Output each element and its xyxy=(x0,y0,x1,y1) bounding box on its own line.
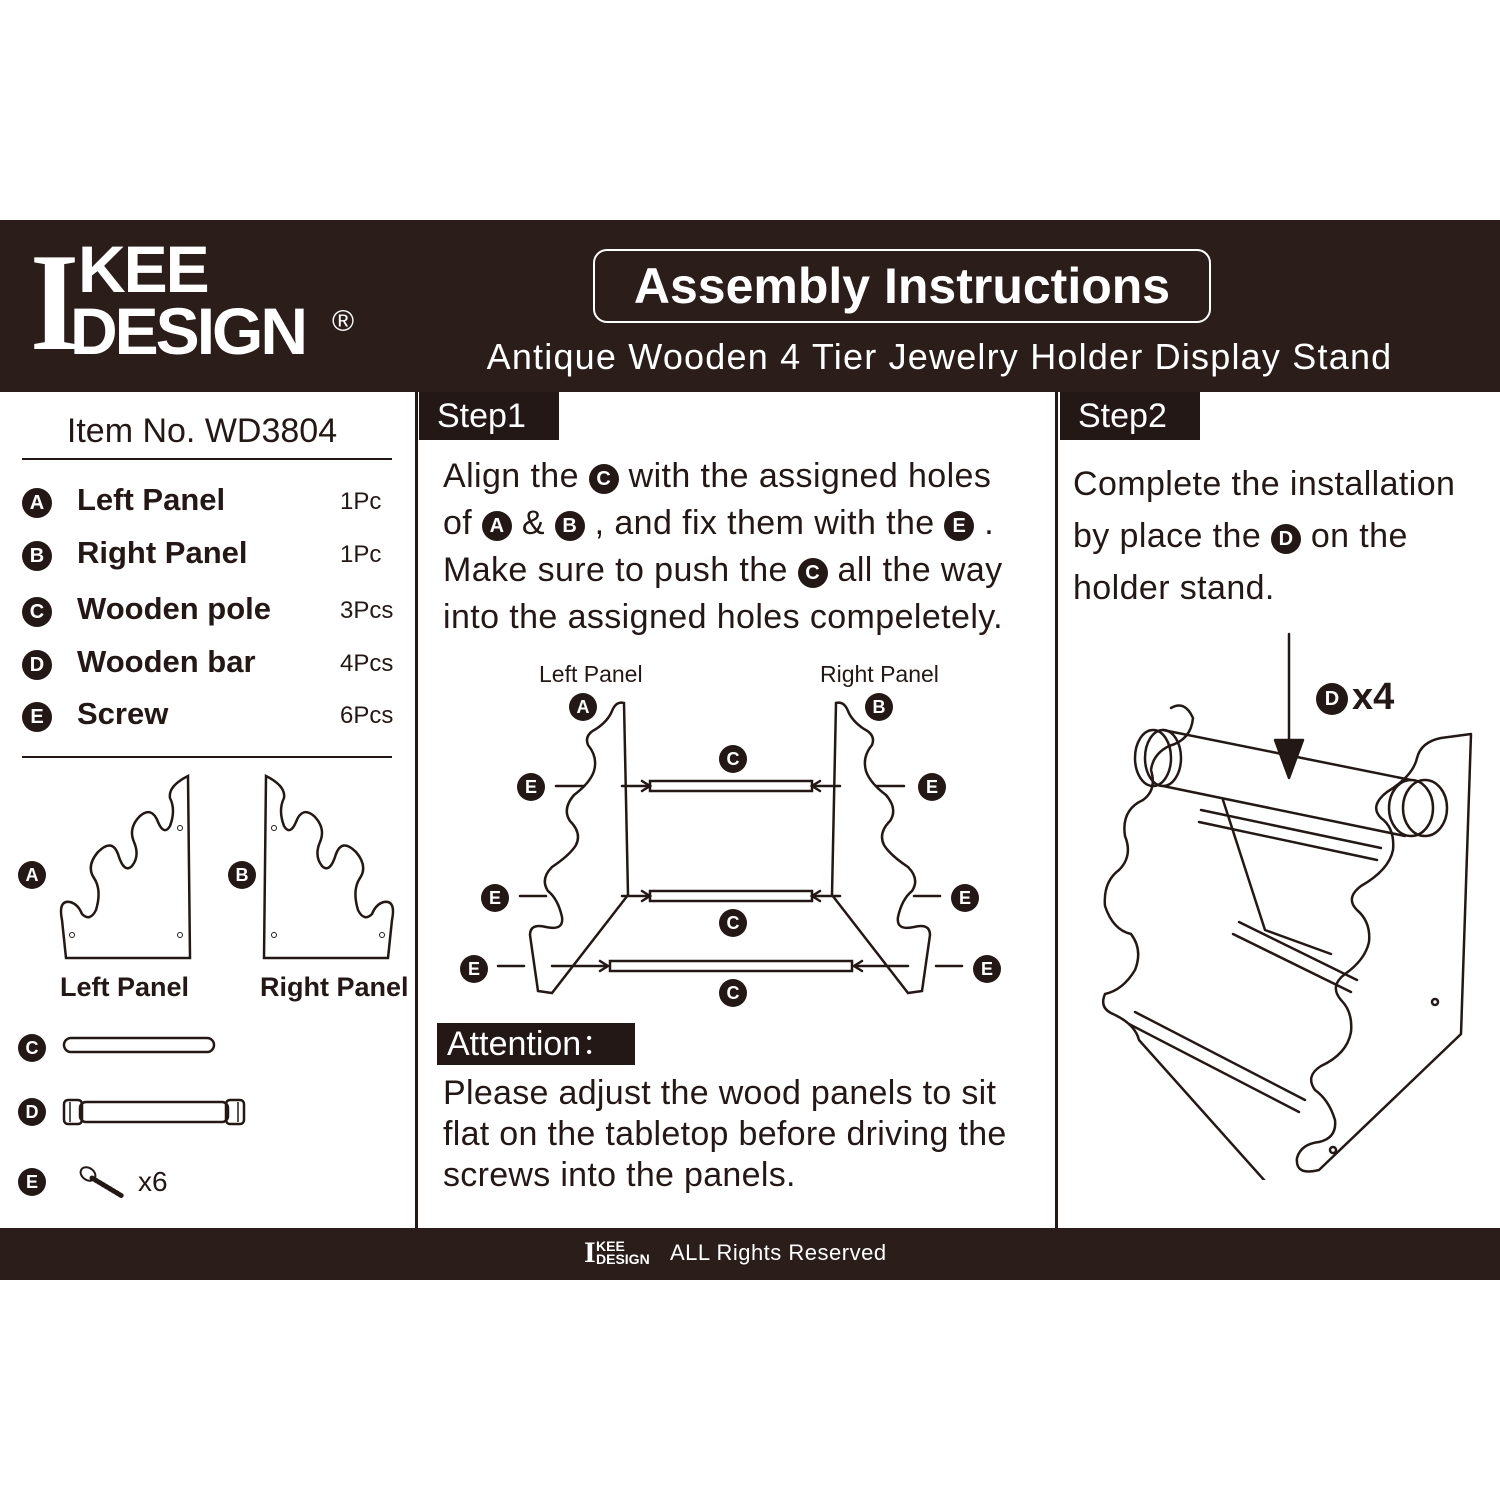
screw-count: x6 xyxy=(138,1166,168,1197)
part-qty: 1Pc xyxy=(340,541,382,568)
badge-e-icon: E xyxy=(517,773,545,801)
badge-a-icon: A xyxy=(18,861,46,889)
logo-line-design: DESIGN xyxy=(70,294,306,368)
text: on the xyxy=(1301,517,1408,555)
badge-c-icon: C xyxy=(798,558,828,588)
footer-logo-i: I xyxy=(584,1236,596,1269)
badge-b-icon: B xyxy=(22,541,52,571)
divider xyxy=(22,756,392,758)
attention-text: Please adjust the wood panels to sit flat on the tabletop before driving the screws into the panels. xyxy=(443,1074,1007,1194)
badge-c-icon: C xyxy=(589,464,619,494)
text: , and fix them with the xyxy=(584,504,945,542)
part-name: Wooden pole xyxy=(77,591,272,626)
text: & xyxy=(512,504,555,542)
footer-logo xyxy=(596,1240,650,1266)
badge-e-icon: E xyxy=(481,884,509,912)
attention-tab: Attention： xyxy=(437,1023,635,1065)
badge-e-icon: E xyxy=(22,702,52,732)
part-qty: 3Pcs xyxy=(340,597,394,624)
badge-c-icon: C xyxy=(719,909,747,937)
badge-c-icon: C xyxy=(719,745,747,773)
logo-letter-i: I xyxy=(30,225,80,380)
badge-a-icon: A xyxy=(22,488,52,518)
step1-tab: Step1 xyxy=(419,392,559,440)
part-qty: 1Pc xyxy=(340,488,382,515)
left-panel-label: Left Panel xyxy=(60,972,190,1002)
part-row-b xyxy=(22,535,392,575)
text: of xyxy=(443,504,483,542)
bar-count: x4 xyxy=(1352,676,1395,718)
registered-mark: ® xyxy=(332,305,355,338)
badge-e-icon: E xyxy=(18,1168,46,1196)
badge-e-icon: E xyxy=(460,955,488,983)
badge-c-icon: C xyxy=(18,1034,46,1062)
text: holder stand. xyxy=(1073,569,1275,607)
text: Complete the installation xyxy=(1073,465,1456,503)
badge-d-icon: D xyxy=(18,1098,46,1126)
item-number: Item No. WD3804 xyxy=(66,412,338,450)
footer-rights-text: ALL Rights Reserved xyxy=(670,1240,887,1265)
badge-b-icon: B xyxy=(865,693,893,721)
part-row-a xyxy=(22,482,392,522)
step2-tab: Step2 xyxy=(1060,392,1200,440)
badge-b-icon: B xyxy=(555,511,585,541)
text: Make sure to push the xyxy=(443,551,798,589)
diagram-right-panel-label: Right Panel xyxy=(820,661,939,687)
product-subtitle: Antique Wooden 4 Tier Jewelry Holder Display Stand xyxy=(486,336,1393,377)
text: . xyxy=(974,504,995,542)
badge-e-icon: E xyxy=(951,884,979,912)
badge-d-icon: D xyxy=(1271,524,1301,554)
logo-line-kee: KEE xyxy=(78,232,208,306)
part-name: Left Panel xyxy=(77,482,226,517)
badge-c-icon: C xyxy=(22,597,52,627)
right-panel-drawing xyxy=(258,770,398,962)
badge-e-icon: E xyxy=(944,511,974,541)
part-name: Screw xyxy=(77,696,169,731)
column-divider-right xyxy=(1055,392,1058,1228)
screw-icon xyxy=(78,1162,130,1202)
part-row-d xyxy=(22,644,392,684)
badge-d-icon: D xyxy=(22,650,52,680)
part-qty: 4Pcs xyxy=(340,650,394,677)
badge-c-icon: C xyxy=(719,979,747,1007)
badge-e-icon: E xyxy=(973,955,1001,983)
part-name: Wooden bar xyxy=(77,644,256,679)
step2-stand-drawing xyxy=(1095,630,1485,1180)
page-title: Assembly Instructions xyxy=(633,258,1171,314)
part-name: Right Panel xyxy=(77,535,248,570)
right-panel-label: Right Panel xyxy=(260,972,409,1002)
step2-instructions xyxy=(1073,458,1493,614)
text: all the way xyxy=(827,551,1003,589)
badge-b-icon: B xyxy=(228,861,256,889)
part-row-c xyxy=(22,591,392,631)
step1-assembly-diagram xyxy=(490,695,970,1005)
text: into the assigned holes compeletely. xyxy=(443,598,1003,636)
badge-d-icon: D xyxy=(1316,683,1348,715)
text: by place the xyxy=(1073,517,1271,555)
footer-logo-bottom: DESIGN xyxy=(596,1251,650,1267)
title-box xyxy=(593,249,1211,323)
wooden-bar-drawing xyxy=(60,1092,250,1132)
part-qty: 6Pcs xyxy=(340,702,394,729)
text: with the assigned holes xyxy=(618,457,992,495)
step1-instructions xyxy=(443,453,1043,641)
badge-a-icon: A xyxy=(569,693,597,721)
divider xyxy=(22,458,392,460)
wooden-pole-drawing xyxy=(60,1034,220,1058)
diagram-left-panel-label: Left Panel xyxy=(539,661,643,687)
part-row-e xyxy=(22,696,392,736)
badge-a-icon: A xyxy=(482,511,512,541)
column-divider-left xyxy=(415,392,418,1244)
footer-logo-top: KEE xyxy=(596,1238,625,1254)
text: Align the xyxy=(443,457,589,495)
badge-e-icon: E xyxy=(918,773,946,801)
left-panel-drawing xyxy=(56,770,196,962)
